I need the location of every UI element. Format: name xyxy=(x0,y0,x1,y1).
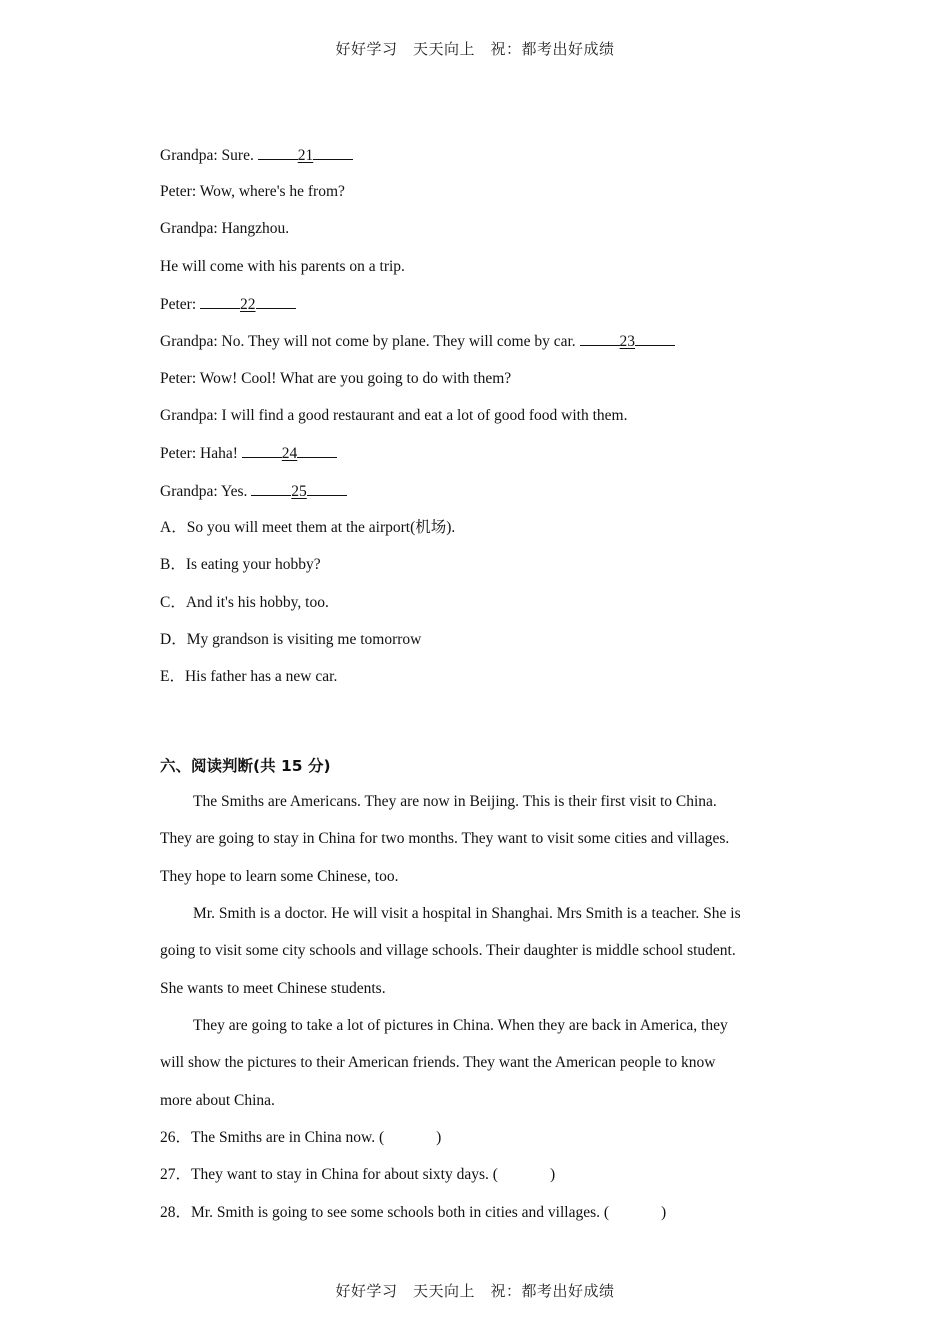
blank-22[interactable]: 22 xyxy=(200,294,296,315)
dialogue-line: Grandpa: No. They will not come by plane. They will come by car. 23 xyxy=(160,331,675,352)
passage-line: They are going to stay in China for two months. They want to visit some cities and villages. xyxy=(160,830,730,847)
dialogue-line: Peter: Haha! 24 xyxy=(160,443,337,464)
question-26: 26．The Smiths are in China now. ( ) xyxy=(160,1129,442,1146)
question-27: 27．They want to stay in China for about sixty days. ( ) xyxy=(160,1166,556,1183)
passage-line: will show the pictures to their American friends. They want the American people to know xyxy=(160,1054,716,1071)
dialogue-line: Peter: Wow! Cool! What are you going to do with them? xyxy=(160,370,512,387)
section-title: 六、阅读判断(共 15 分) xyxy=(160,757,331,775)
passage-line: more about China. xyxy=(160,1092,275,1109)
passage-line: They hope to learn some Chinese, too. xyxy=(160,868,399,885)
option-c: C．And it's his hobby, too. xyxy=(160,594,329,611)
dialogue-line: Peter: 22 xyxy=(160,294,296,315)
option-e: E．His father has a new car. xyxy=(160,668,338,685)
passage-line: The Smiths are Americans. They are now in Beijing. This is their first visit to China. xyxy=(193,793,717,810)
page-footer: 好好学习 天天向上 祝：都考出好成绩 xyxy=(335,1282,615,1300)
option-a: A．So you will meet them at the airport(机场). xyxy=(160,519,456,536)
blank-23[interactable]: 23 xyxy=(580,331,676,352)
passage-line: Mr. Smith is a doctor. He will visit a hospital in Shanghai. Mrs Smith is a teacher. She is xyxy=(193,905,741,922)
passage-line: going to visit some city schools and village schools. Their daughter is middle school student. xyxy=(160,942,736,959)
dialogue-line: Grandpa: Yes. 25 xyxy=(160,481,347,502)
blank-25[interactable]: 25 xyxy=(251,481,347,502)
option-d: D．My grandson is visiting me tomorrow xyxy=(160,631,422,648)
blank-21[interactable]: 21 xyxy=(258,145,354,166)
option-b: B．Is eating your hobby? xyxy=(160,556,321,573)
passage-line: They are going to take a lot of pictures in China. When they are back in America, they xyxy=(193,1017,728,1034)
question-28: 28．Mr. Smith is going to see some schools both in cities and villages. ( ) xyxy=(160,1204,667,1221)
dialogue-line: Grandpa: Sure. 21 xyxy=(160,145,353,166)
dialogue-line: Grandpa: I will find a good restaurant and eat a lot of good food with them. xyxy=(160,407,628,424)
passage-line: She wants to meet Chinese students. xyxy=(160,980,386,997)
page-header: 好好学习 天天向上 祝：都考出好成绩 xyxy=(335,40,615,58)
dialogue-line: Peter: Wow, where's he from? xyxy=(160,183,345,200)
dialogue-line: He will come with his parents on a trip. xyxy=(160,258,405,275)
blank-24[interactable]: 24 xyxy=(242,443,338,464)
dialogue-line: Grandpa: Hangzhou. xyxy=(160,220,290,237)
